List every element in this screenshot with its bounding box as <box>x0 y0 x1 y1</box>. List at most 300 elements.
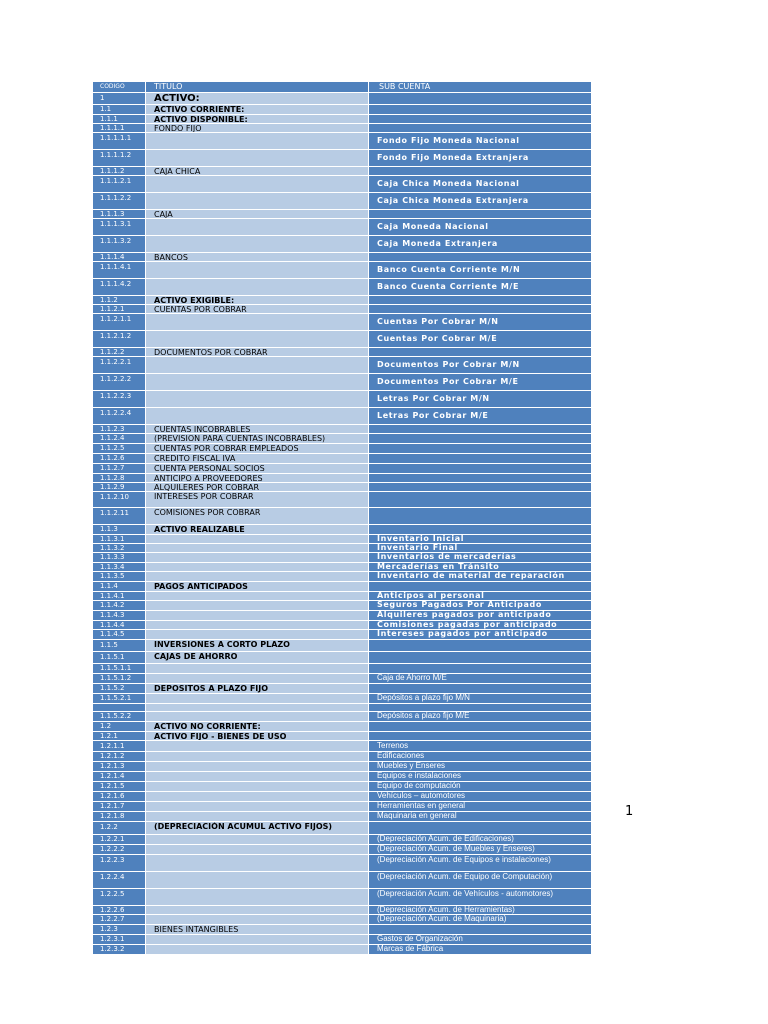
table-row <box>93 835 591 845</box>
cell-titulo <box>146 219 369 235</box>
cell-titulo: ACTIVO EXIGIBLE: <box>146 296 369 304</box>
cell-sub-cuenta: Edificaciones <box>369 752 591 761</box>
cell-sub-cuenta <box>369 253 591 261</box>
cell-titulo <box>146 611 369 620</box>
cell-titulo <box>146 563 369 571</box>
table-row <box>93 782 591 792</box>
cell-sub-cuenta <box>369 474 591 482</box>
cell-codigo: 1.1.5.2.1 <box>93 694 146 703</box>
cell-sub-cuenta <box>369 492 591 507</box>
cell-titulo <box>146 872 369 888</box>
cell-codigo: 1.2.1 <box>93 732 146 740</box>
cell-codigo: 1.1.1.2.1 <box>93 176 146 192</box>
table-row <box>93 915 591 925</box>
cell-codigo <box>93 704 146 711</box>
cell-sub-cuenta: Letras Por Cobrar M/N <box>369 391 591 407</box>
table-row <box>93 741 591 752</box>
cell-titulo: BIENES INTANGIBLES <box>146 925 369 934</box>
cell-titulo <box>146 621 369 629</box>
cell-sub-cuenta: Terrenos <box>369 741 591 751</box>
cell-titulo <box>146 762 369 771</box>
table-row <box>93 722 591 732</box>
cell-sub-cuenta: (Depreciación Acum. de Vehículos - automotores) <box>369 889 591 905</box>
table-row <box>93 684 591 694</box>
table-row <box>93 176 591 193</box>
cell-codigo: 1.1.5.1.2 <box>93 674 146 683</box>
cell-titulo <box>146 845 369 854</box>
page-number: 1 <box>625 804 634 819</box>
cell-codigo: 1.1.2.1.1 <box>93 314 146 330</box>
cell-titulo <box>146 391 369 407</box>
table-row <box>93 408 591 425</box>
cell-sub-cuenta: Equipo de computación <box>369 782 591 791</box>
cell-sub-cuenta: Maquinaria en general <box>369 812 591 821</box>
cell-codigo: 1.2.2 <box>93 822 146 834</box>
table-row <box>93 331 591 348</box>
table-row <box>93 434 591 444</box>
cell-sub-cuenta <box>369 93 591 104</box>
cell-codigo: 1.2.3.1 <box>93 935 146 944</box>
cell-sub-cuenta: Caja de Ahorro M/E <box>369 674 591 683</box>
cell-codigo: 1.2.3 <box>93 925 146 934</box>
header-codigo: CODIGO <box>93 82 146 92</box>
cell-sub-cuenta: Equipos e instalaciones <box>369 772 591 781</box>
cell-sub-cuenta <box>369 210 591 218</box>
cell-sub-cuenta: Banco Cuenta Corriente M/E <box>369 279 591 295</box>
cell-codigo: 1.2.2.2 <box>93 845 146 854</box>
cell-titulo <box>146 374 369 390</box>
cell-titulo: CUENTAS POR COBRAR <box>146 305 369 313</box>
cell-codigo: 1.1.1.3.2 <box>93 236 146 252</box>
cell-codigo: 1 <box>93 93 146 104</box>
cell-titulo <box>146 331 369 347</box>
cell-codigo: 1.1.1.1 <box>93 124 146 132</box>
table-row <box>93 712 591 722</box>
cell-codigo: 1.1.2.6 <box>93 454 146 463</box>
table-row <box>93 621 591 630</box>
cell-codigo: 1.1.1.2.2 <box>93 193 146 209</box>
cell-sub-cuenta: (Depreciación Acum. de Herramientas) <box>369 906 591 914</box>
table-row <box>93 348 591 357</box>
cell-titulo: ACTIVO FIJO - BIENES DE USO <box>146 732 369 740</box>
cell-codigo: 1.1.2.9 <box>93 483 146 491</box>
cell-sub-cuenta <box>369 348 591 356</box>
table-row <box>93 425 591 434</box>
cell-codigo: 1.2.2.6 <box>93 906 146 914</box>
table-row <box>93 525 591 535</box>
cell-sub-cuenta: Documentos Por Cobrar M/N <box>369 357 591 373</box>
accounts-table <box>93 82 591 955</box>
cell-titulo <box>146 935 369 944</box>
cell-titulo <box>146 592 369 600</box>
cell-sub-cuenta: Inventario Final <box>369 544 591 552</box>
table-row <box>93 150 591 167</box>
cell-titulo <box>146 176 369 192</box>
cell-titulo: (PREVISION PARA CUENTAS INCOBRABLES) <box>146 434 369 443</box>
cell-codigo: 1.2.1.2 <box>93 752 146 761</box>
cell-titulo <box>146 906 369 914</box>
table-row <box>93 652 591 664</box>
cell-titulo <box>146 314 369 330</box>
table-row <box>93 296 591 305</box>
table-row <box>93 694 591 704</box>
cell-codigo: 1.1.3.5 <box>93 572 146 581</box>
table-row <box>93 582 591 592</box>
cell-titulo <box>146 601 369 610</box>
table-row <box>93 474 591 483</box>
table-row <box>93 124 591 133</box>
cell-sub-cuenta: Caja Moneda Nacional <box>369 219 591 235</box>
cell-titulo <box>146 553 369 562</box>
cell-sub-cuenta <box>369 652 591 663</box>
cell-sub-cuenta: Depósitos a plazo fijo M/E <box>369 712 591 721</box>
cell-sub-cuenta <box>369 664 591 673</box>
cell-titulo <box>146 889 369 905</box>
cell-codigo: 1.1.2.2 <box>93 348 146 356</box>
cell-titulo <box>146 855 369 871</box>
cell-codigo: 1.1.5.1.1 <box>93 664 146 673</box>
cell-sub-cuenta: Gastos de Organización <box>369 935 591 944</box>
cell-sub-cuenta: Letras Por Cobrar M/E <box>369 408 591 424</box>
table-row <box>93 630 591 640</box>
cell-sub-cuenta: Anticipos al personal <box>369 592 591 600</box>
cell-titulo <box>146 752 369 761</box>
cell-sub-cuenta: (Depreciación Acum. de Maquinaria) <box>369 915 591 924</box>
cell-sub-cuenta <box>369 640 591 651</box>
table-row <box>93 872 591 889</box>
cell-codigo: 1.1.2.11 <box>93 508 146 524</box>
table-row <box>93 483 591 492</box>
cell-titulo <box>146 694 369 703</box>
cell-sub-cuenta: Inventarios de mercaderías <box>369 553 591 562</box>
cell-titulo: ANTICIPO A PROVEEDORES <box>146 474 369 482</box>
cell-codigo: 1.1.4 <box>93 582 146 591</box>
cell-titulo <box>146 262 369 278</box>
table-row <box>93 391 591 408</box>
cell-sub-cuenta <box>369 822 591 834</box>
cell-codigo: 1.1.2.10 <box>93 492 146 507</box>
table-row <box>93 210 591 219</box>
table-row <box>93 93 591 105</box>
cell-sub-cuenta <box>369 582 591 591</box>
cell-sub-cuenta <box>369 296 591 304</box>
table-row <box>93 193 591 210</box>
cell-codigo: 1.2.1.6 <box>93 792 146 801</box>
cell-titulo <box>146 915 369 924</box>
cell-codigo: 1.1.4.5 <box>93 630 146 639</box>
table-row <box>93 945 591 955</box>
cell-codigo: 1.2.2.3 <box>93 855 146 871</box>
cell-sub-cuenta <box>369 305 591 313</box>
cell-titulo <box>146 741 369 751</box>
cell-sub-cuenta <box>369 483 591 491</box>
table-row <box>93 592 591 601</box>
cell-titulo: CUENTAS INCOBRABLES <box>146 425 369 433</box>
table-row <box>93 762 591 772</box>
cell-codigo: 1.1.4.3 <box>93 611 146 620</box>
table-row <box>93 553 591 563</box>
table-row <box>93 444 591 454</box>
cell-codigo: 1.1.2.2.4 <box>93 408 146 424</box>
cell-codigo: 1.2.3.2 <box>93 945 146 954</box>
cell-titulo <box>146 357 369 373</box>
table-row <box>93 572 591 582</box>
cell-codigo: 1.2.1.8 <box>93 812 146 821</box>
cell-sub-cuenta <box>369 525 591 534</box>
cell-sub-cuenta: Alquileres pagados por anticipado <box>369 611 591 620</box>
table-row <box>93 492 591 508</box>
cell-titulo <box>146 133 369 149</box>
cell-titulo: ACTIVO CORRIENTE: <box>146 105 369 114</box>
cell-codigo: 1.1.5 <box>93 640 146 651</box>
cell-codigo: 1.1.2 <box>93 296 146 304</box>
cell-codigo: 1.1.1.3.1 <box>93 219 146 235</box>
table-row <box>93 508 591 525</box>
cell-titulo: ALQUILERES POR COBRAR <box>146 483 369 491</box>
table-row <box>93 845 591 855</box>
table-row <box>93 105 591 115</box>
cell-titulo: COMISIONES POR COBRAR <box>146 508 369 524</box>
cell-codigo: 1.2 <box>93 722 146 731</box>
cell-sub-cuenta <box>369 508 591 524</box>
header-sub-cuenta: SUB CUENTA <box>369 82 591 92</box>
table-row <box>93 115 591 124</box>
table-row <box>93 640 591 652</box>
cell-codigo: 1.1.2.5 <box>93 444 146 453</box>
table-body <box>93 93 591 955</box>
cell-codigo: 1.1.1.1.1 <box>93 133 146 149</box>
cell-codigo: 1.1.1.4 <box>93 253 146 261</box>
table-header-row <box>93 82 591 93</box>
cell-sub-cuenta: Seguros Pagados Por Anticipado <box>369 601 591 610</box>
cell-titulo: INVERSIONES A CORTO PLAZO <box>146 640 369 651</box>
cell-sub-cuenta <box>369 925 591 934</box>
cell-titulo: ACTIVO NO CORRIENTE: <box>146 722 369 731</box>
cell-titulo <box>146 630 369 639</box>
cell-codigo: 1.1.3 <box>93 525 146 534</box>
cell-codigo: 1.1.5.2 <box>93 684 146 693</box>
cell-titulo: ACTIVO: <box>146 93 369 104</box>
cell-codigo: 1.1.3.2 <box>93 544 146 552</box>
cell-sub-cuenta: Cuentas Por Cobrar M/E <box>369 331 591 347</box>
table-row <box>93 889 591 906</box>
table-row <box>93 812 591 822</box>
cell-sub-cuenta: Inventario Inicial <box>369 535 591 543</box>
cell-titulo <box>146 664 369 673</box>
table-row <box>93 611 591 621</box>
cell-titulo: INTERESES POR COBRAR <box>146 492 369 507</box>
cell-codigo: 1.1.5.1 <box>93 652 146 663</box>
cell-codigo: 1.1.1.1.2 <box>93 150 146 166</box>
table-row <box>93 544 591 553</box>
cell-sub-cuenta <box>369 684 591 693</box>
cell-codigo: 1.1.2.3 <box>93 425 146 433</box>
cell-codigo: 1.1.2.1 <box>93 305 146 313</box>
cell-titulo <box>146 535 369 543</box>
table-row <box>93 822 591 835</box>
cell-codigo: 1.1.1.4.1 <box>93 262 146 278</box>
table-row <box>93 925 591 935</box>
table-row <box>93 314 591 331</box>
cell-codigo: 1.2.2.5 <box>93 889 146 905</box>
cell-codigo: 1.1.2.1.2 <box>93 331 146 347</box>
cell-sub-cuenta: (Depreciación Acum. de Equipos e instalaciones) <box>369 855 591 871</box>
cell-codigo: 1.1.3.1 <box>93 535 146 543</box>
cell-codigo: 1.2.1.5 <box>93 782 146 791</box>
cell-titulo <box>146 236 369 252</box>
cell-codigo: 1.2.1.4 <box>93 772 146 781</box>
table-row <box>93 601 591 611</box>
cell-sub-cuenta: Herramientas en general <box>369 802 591 811</box>
table-row <box>93 732 591 741</box>
cell-sub-cuenta <box>369 105 591 114</box>
cell-sub-cuenta: Caja Moneda Extranjera <box>369 236 591 252</box>
cell-codigo: 1.2.2.4 <box>93 872 146 888</box>
table-row <box>93 167 591 176</box>
cell-titulo <box>146 772 369 781</box>
cell-sub-cuenta: Depósitos a plazo fijo M/N <box>369 694 591 703</box>
cell-titulo <box>146 782 369 791</box>
cell-sub-cuenta: (Depreciación Acum. de Muebles y Enseres) <box>369 845 591 854</box>
cell-titulo <box>146 835 369 844</box>
table-row <box>93 262 591 279</box>
cell-titulo: CAJA <box>146 210 369 218</box>
cell-sub-cuenta: Documentos Por Cobrar M/E <box>369 374 591 390</box>
cell-titulo: CUENTA PERSONAL SOCIOS <box>146 464 369 473</box>
cell-sub-cuenta: (Depreciación Acum. de Equipo de Computación) <box>369 872 591 888</box>
cell-sub-cuenta: Vehículos – automotores <box>369 792 591 801</box>
cell-titulo: (DEPRECIACIÓN ACUMUL ACTIVO FIJOS) <box>146 822 369 834</box>
cell-codigo: 1.1.2.7 <box>93 464 146 473</box>
table-row <box>93 219 591 236</box>
cell-sub-cuenta <box>369 464 591 473</box>
table-row <box>93 664 591 674</box>
table-row <box>93 772 591 782</box>
cell-codigo: 1.2.1.7 <box>93 802 146 811</box>
cell-titulo <box>146 792 369 801</box>
table-row <box>93 454 591 464</box>
cell-sub-cuenta <box>369 704 591 711</box>
cell-sub-cuenta <box>369 722 591 731</box>
cell-codigo: 1.1.4.2 <box>93 601 146 610</box>
cell-codigo: 1.2.1.1 <box>93 741 146 751</box>
cell-codigo: 1.1.4.4 <box>93 621 146 629</box>
cell-titulo <box>146 674 369 683</box>
cell-sub-cuenta: Fondo Fijo Moneda Nacional <box>369 133 591 149</box>
cell-titulo <box>146 812 369 821</box>
cell-titulo <box>146 150 369 166</box>
cell-sub-cuenta: Intereses pagados por anticipado <box>369 630 591 639</box>
table-row <box>93 935 591 945</box>
table-row <box>93 752 591 762</box>
cell-sub-cuenta: (Depreciación Acum. de Edificaciones) <box>369 835 591 844</box>
table-row <box>93 464 591 474</box>
cell-sub-cuenta <box>369 167 591 175</box>
cell-sub-cuenta: Banco Cuenta Corriente M/N <box>369 262 591 278</box>
cell-titulo: FONDO FIJO <box>146 124 369 132</box>
table-row <box>93 357 591 374</box>
cell-codigo: 1.1.5.2.2 <box>93 712 146 721</box>
table-row <box>93 906 591 915</box>
cell-sub-cuenta <box>369 444 591 453</box>
cell-sub-cuenta <box>369 434 591 443</box>
table-row <box>93 236 591 253</box>
cell-titulo: DEPOSITOS A PLAZO FIJO <box>146 684 369 693</box>
cell-sub-cuenta: Caja Chica Moneda Nacional <box>369 176 591 192</box>
cell-sub-cuenta: Comisiones pagadas por anticipado <box>369 621 591 629</box>
cell-titulo <box>146 279 369 295</box>
cell-titulo: CUENTAS POR COBRAR EMPLEADOS <box>146 444 369 453</box>
cell-titulo: PAGOS ANTICIPADOS <box>146 582 369 591</box>
cell-sub-cuenta <box>369 115 591 123</box>
cell-sub-cuenta <box>369 425 591 433</box>
cell-titulo <box>146 712 369 721</box>
table-row <box>93 855 591 872</box>
cell-codigo: 1.1.2.2.1 <box>93 357 146 373</box>
cell-codigo: 1.2.1.3 <box>93 762 146 771</box>
cell-sub-cuenta: Mercaderías en Tránsito <box>369 563 591 571</box>
cell-codigo: 1.1.1 <box>93 115 146 123</box>
table-row <box>93 133 591 150</box>
cell-codigo: 1.1.1.3 <box>93 210 146 218</box>
cell-sub-cuenta: Muebles y Enseres <box>369 762 591 771</box>
cell-titulo <box>146 544 369 552</box>
cell-titulo <box>146 945 369 954</box>
cell-titulo <box>146 802 369 811</box>
table-row <box>93 704 591 712</box>
cell-titulo: DOCUMENTOS POR COBRAR <box>146 348 369 356</box>
table-row <box>93 792 591 802</box>
cell-codigo: 1.1.3.3 <box>93 553 146 562</box>
cell-codigo: 1.1 <box>93 105 146 114</box>
cell-codigo: 1.1.1.4.2 <box>93 279 146 295</box>
table-row <box>93 305 591 314</box>
table-row <box>93 563 591 572</box>
cell-sub-cuenta: Fondo Fijo Moneda Extranjera <box>369 150 591 166</box>
cell-codigo: 1.2.2.7 <box>93 915 146 924</box>
cell-sub-cuenta <box>369 124 591 132</box>
cell-titulo <box>146 193 369 209</box>
cell-codigo: 1.1.1.2 <box>93 167 146 175</box>
cell-sub-cuenta <box>369 454 591 463</box>
cell-titulo: BANCOS <box>146 253 369 261</box>
cell-codigo: 1.1.3.4 <box>93 563 146 571</box>
cell-codigo: 1.2.2.1 <box>93 835 146 844</box>
table-row <box>93 802 591 812</box>
cell-codigo: 1.1.2.4 <box>93 434 146 443</box>
table-row <box>93 674 591 684</box>
cell-sub-cuenta <box>369 732 591 740</box>
cell-sub-cuenta: Inventario de material de reparación <box>369 572 591 581</box>
cell-sub-cuenta: Marcas de Fábrica <box>369 945 591 954</box>
table-row <box>93 279 591 296</box>
cell-sub-cuenta: Cuentas Por Cobrar M/N <box>369 314 591 330</box>
cell-titulo <box>146 704 369 711</box>
cell-titulo: CAJAS DE AHORRO <box>146 652 369 663</box>
cell-titulo <box>146 408 369 424</box>
cell-codigo: 1.1.2.2.2 <box>93 374 146 390</box>
cell-titulo: CREDITO FISCAL IVA <box>146 454 369 463</box>
cell-titulo: ACTIVO DISPONIBLE: <box>146 115 369 123</box>
cell-codigo: 1.1.2.8 <box>93 474 146 482</box>
cell-titulo: CAJA CHICA <box>146 167 369 175</box>
cell-titulo <box>146 572 369 581</box>
table-row <box>93 374 591 391</box>
cell-codigo: 1.1.2.2.3 <box>93 391 146 407</box>
table-row <box>93 535 591 544</box>
header-titulo: TITULO <box>146 82 369 92</box>
table-row <box>93 253 591 262</box>
